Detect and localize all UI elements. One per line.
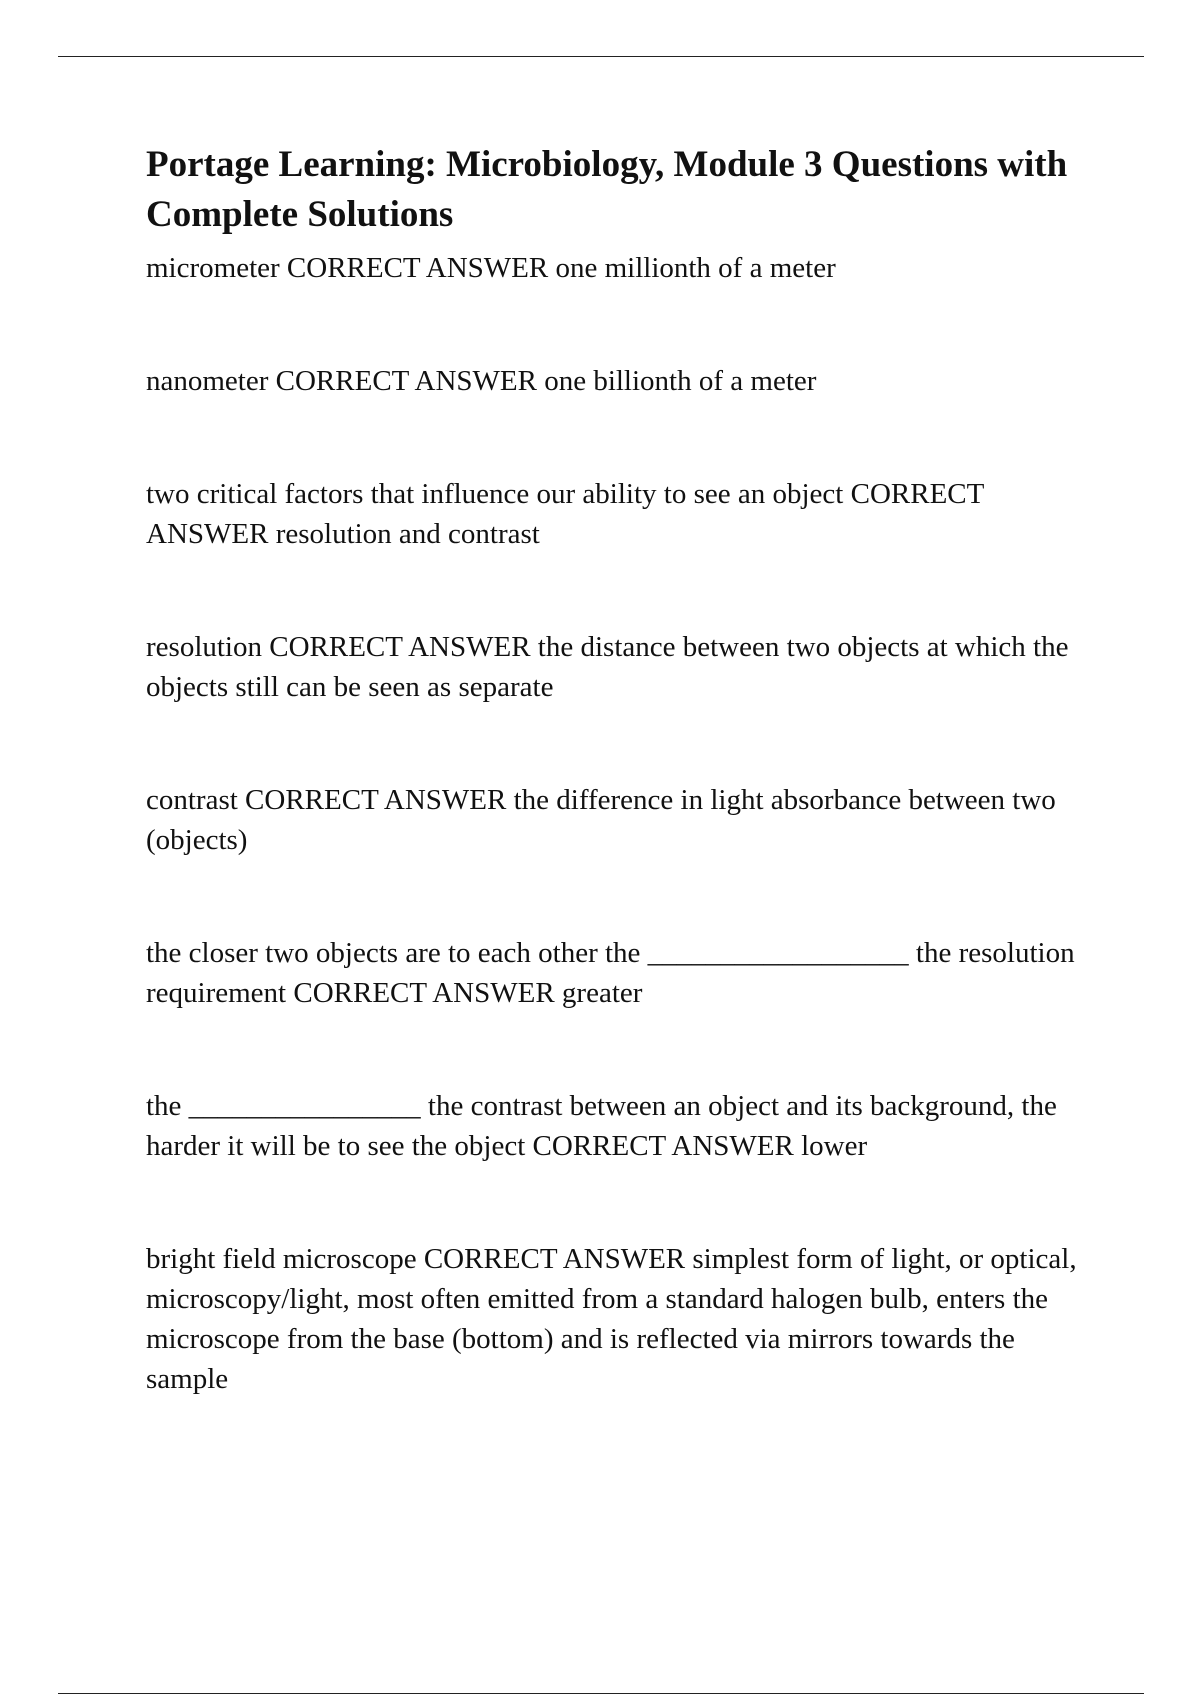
qa-item-lower-contrast: the ________________ the contrast between an object and its background, the harder it will be to see the object CORRECT ANSWER lower (146, 1090, 1057, 1162)
qa-list (146, 248, 1090, 1399)
qa-item-nanometer: nanometer CORRECT ANSWER one billionth of a meter (146, 365, 817, 397)
qa-item-resolution: resolution CORRECT ANSWER the distance between two objects at which the objects still can be seen as separate (146, 631, 1069, 703)
qa-item-critical-factors: two critical factors that influence our ability to see an object CORRECT ANSWER resolution and contrast (146, 478, 984, 550)
qa-item-contrast: contrast CORRECT ANSWER the difference in light absorbance between two (objects) (146, 784, 1056, 856)
qa-item-bright-field-microscope: bright field microscope CORRECT ANSWER simplest form of light, or optical, microscopy/light, most often emitted from a standard halogen bulb, enters the microscope from the base (bottom) and is reflected via mirrors towards the sample (146, 1243, 1077, 1395)
document-body (146, 140, 1090, 1399)
header-rule (58, 56, 1144, 57)
document-title: Portage Learning: Microbiology, Module 3 Questions with Complete Solutions (146, 144, 1068, 235)
qa-item-micrometer: micrometer CORRECT ANSWER one millionth of a meter (146, 252, 836, 284)
qa-item-closer-objects: the closer two objects are to each other the __________________ the resolution requirement CORRECT ANSWER greater (146, 937, 1075, 1009)
footer-rule (58, 1693, 1144, 1694)
